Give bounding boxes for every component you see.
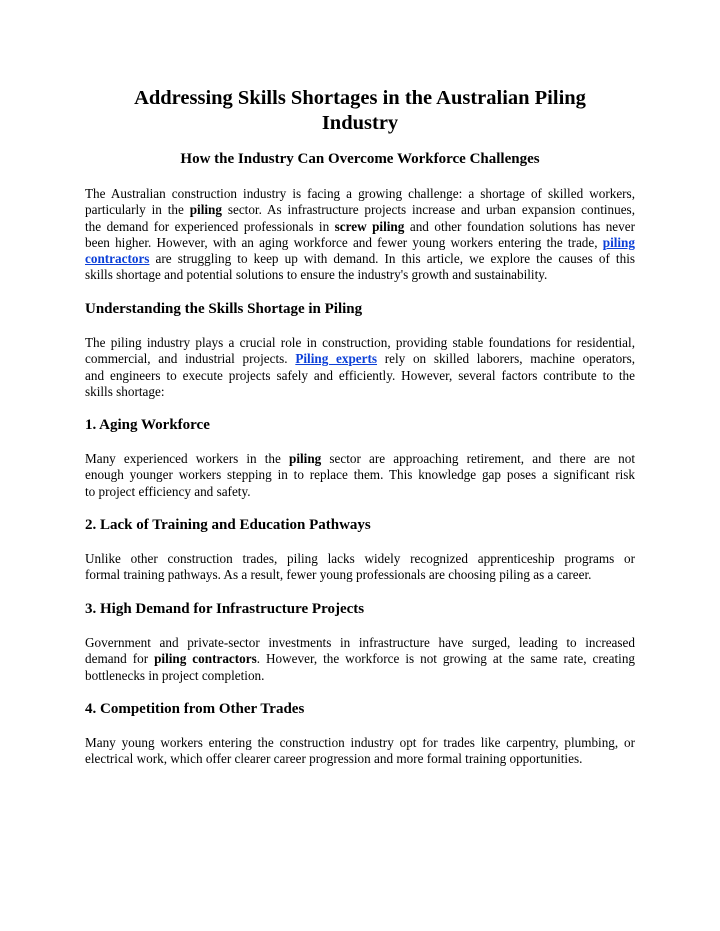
intro-paragraph bbox=[85, 186, 635, 284]
paragraph-line: electrical work, which offer clearer career progression and more formal training opportunities. bbox=[85, 751, 583, 767]
section-heading-understanding: Understanding the Skills Shortage in Piling bbox=[85, 301, 363, 317]
intro-line: been higher. However, with an aging workforce and fewer young workers entering the trade, piling bbox=[85, 234, 635, 250]
paragraph-line: Government and private-sector investments in infrastructure have surged, leading to increased bbox=[85, 635, 635, 650]
intro-line: The Australian construction industry is facing a growing challenge: a shortage of skilled workers, bbox=[85, 186, 635, 201]
demand-paragraph bbox=[85, 635, 635, 684]
paragraph-line: skills shortage: bbox=[85, 383, 165, 399]
intro-line: particularly in the piling sector. As infrastructure projects increase and urban expansion continues, bbox=[85, 202, 635, 218]
paragraph-line: Many young workers entering the construction industry opt for trades like carpentry, plumbing, or bbox=[85, 735, 635, 750]
section-heading-demand: 3. High Demand for Infrastructure Projects bbox=[85, 601, 365, 617]
paragraph-line: and engineers to execute projects safely and efficiently. However, several factors contribute to the bbox=[85, 367, 635, 383]
aging-paragraph bbox=[85, 451, 635, 500]
paragraph-line: bottlenecks in project completion. bbox=[85, 667, 265, 683]
paragraph-line: commercial, and industrial projects. Piling experts rely on skilled laborers, machine operators, bbox=[85, 351, 635, 367]
title-line-1: Addressing Skills Shortages in the Australian Piling bbox=[134, 87, 586, 109]
paragraph-line: to project efficiency and safety. bbox=[85, 483, 251, 499]
understanding-paragraph bbox=[85, 335, 635, 400]
paragraph-line: demand for piling contractors. However, the workforce is not growing at the same rate, creating bbox=[85, 651, 636, 667]
competition-paragraph bbox=[85, 735, 635, 768]
document-subtitle: How the Industry Can Overcome Workforce Challenges bbox=[180, 151, 540, 167]
title-line-2: Industry bbox=[321, 112, 399, 134]
section-heading-training: 2. Lack of Training and Education Pathways bbox=[85, 517, 371, 533]
training-paragraph bbox=[85, 551, 635, 584]
piling-contractors-link[interactable]: piling bbox=[602, 234, 635, 250]
paragraph-line: The piling industry plays a crucial role in construction, providing stable foundations for residential, bbox=[85, 335, 635, 350]
document-title bbox=[110, 86, 610, 136]
section-heading-aging: 1. Aging Workforce bbox=[85, 417, 210, 433]
intro-line: contractors are struggling to keep up with demand. In this article, we explore the causes of this bbox=[85, 251, 635, 267]
section-heading-competition: 4. Competition from Other Trades bbox=[85, 701, 305, 717]
intro-line: the demand for experienced professionals in screw piling and other foundation solutions has never bbox=[85, 218, 635, 234]
paragraph-line: Unlike other construction trades, piling lacks widely recognized apprenticeship programs or bbox=[85, 551, 635, 566]
paragraph-line: Many experienced workers in the piling sector are approaching retirement, and there are not bbox=[85, 451, 635, 466]
piling-experts-link[interactable]: Piling experts bbox=[295, 351, 378, 367]
intro-line: skills shortage and potential solutions to ensure the industry's growth and sustainability. bbox=[85, 267, 548, 283]
piling-contractors-link-cont[interactable]: contractors bbox=[85, 251, 150, 267]
paragraph-line: enough younger workers stepping in to replace them. This knowledge gap poses a significant risk bbox=[85, 467, 635, 483]
paragraph-line: formal training pathways. As a result, fewer young professionals are choosing piling as a career. bbox=[85, 567, 592, 583]
